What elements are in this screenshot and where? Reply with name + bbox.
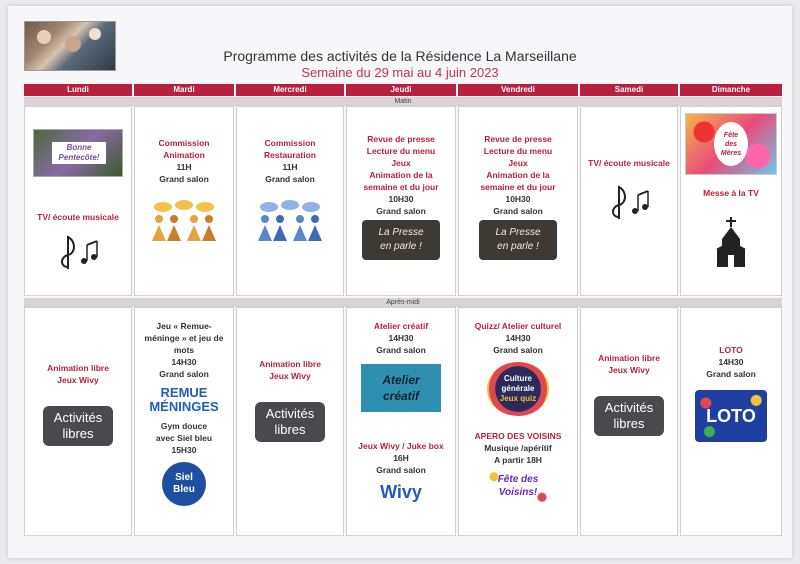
remue-meninge-1: Jeu « Remue- bbox=[156, 321, 212, 331]
jeux: Jeux bbox=[508, 158, 528, 168]
cell-morning-vendredi bbox=[458, 106, 578, 296]
badge-text-2: libres bbox=[274, 422, 306, 437]
a-partir: A partir 18H bbox=[494, 455, 542, 465]
badge-text-1: Activités bbox=[265, 406, 315, 421]
place: Grand salon bbox=[376, 206, 426, 216]
press-image-text-1: La Presse bbox=[378, 227, 424, 238]
loto-label: LOTO bbox=[719, 345, 743, 355]
day-header-mercredi: Mercredi bbox=[236, 84, 344, 96]
time: 11H bbox=[282, 162, 298, 172]
mothers-day-text-3: Mères bbox=[720, 150, 742, 157]
remue-meninge-3: mots bbox=[173, 345, 195, 355]
time: 10H30 bbox=[388, 194, 414, 204]
cell-morning-lundi bbox=[24, 106, 132, 296]
place: Grand salon bbox=[159, 369, 209, 379]
quiz-img-text-1: Culture bbox=[504, 374, 532, 383]
siel-bleu-logo bbox=[162, 462, 206, 506]
activites-libres-badge bbox=[43, 406, 113, 446]
voisins-img-text-2: Voisins! bbox=[498, 487, 538, 498]
place: Grand salon bbox=[159, 174, 209, 184]
activites-libres-badge bbox=[255, 402, 325, 442]
time: 14H30 bbox=[505, 333, 531, 343]
animation-libre: Animation libre bbox=[259, 359, 321, 369]
band-afternoon: Après-midi bbox=[24, 298, 782, 307]
badge-text-1: Activités bbox=[53, 410, 103, 425]
cell-morning-samedi bbox=[580, 106, 678, 296]
mothers-day-image bbox=[685, 113, 777, 175]
badge-text-2: libres bbox=[62, 426, 94, 441]
time: 14H30 bbox=[718, 357, 744, 367]
time2: 15H30 bbox=[171, 445, 197, 455]
logo-text-2: MÉNINGES bbox=[149, 399, 219, 414]
loto-image: LOTO bbox=[695, 390, 767, 442]
day-header-dimanche: Dimanche bbox=[680, 84, 782, 96]
day-header-vendredi: Vendredi bbox=[458, 84, 578, 96]
place2: Grand salon bbox=[376, 465, 426, 475]
lecture-menu: Lecture du menu bbox=[483, 146, 553, 156]
messe-tv-label: Messe à la TV bbox=[703, 188, 759, 198]
fete-voisins-image bbox=[488, 470, 548, 504]
meeting-people-icon bbox=[149, 199, 219, 243]
pentecost-text-2: Pentecôte! bbox=[58, 153, 100, 162]
activites-libres-badge bbox=[594, 396, 664, 436]
band-morning: Matin bbox=[24, 97, 782, 106]
place: Grand salon bbox=[376, 345, 426, 355]
day-header-jeudi: Jeudi bbox=[346, 84, 456, 96]
time: 10H30 bbox=[505, 194, 531, 204]
wivy-logo: Wivy bbox=[380, 482, 422, 502]
schedule-sheet bbox=[8, 6, 792, 558]
badge-text-2: libres bbox=[613, 416, 645, 431]
press-image-text-2: en parle ! bbox=[497, 241, 539, 252]
press-image-text-2: en parle ! bbox=[380, 241, 422, 252]
page-title: Programme des activités de la Résidence La Marseillane bbox=[223, 48, 577, 64]
tv-music-label: TV/ écoute musicale bbox=[37, 212, 119, 222]
quiz-img-text-2: générale bbox=[501, 384, 535, 393]
remue-meninges-logo bbox=[135, 386, 233, 414]
jeux: Jeux bbox=[391, 158, 411, 168]
commission-restauration-2: Restauration bbox=[264, 150, 316, 160]
lecture-menu: Lecture du menu bbox=[366, 146, 436, 156]
commission-restauration-1: Commission bbox=[264, 138, 316, 148]
voisins-img-text-1: Fête des bbox=[497, 474, 539, 485]
place: Grand salon bbox=[706, 369, 756, 379]
time: 11H bbox=[176, 162, 192, 172]
animation-semaine-1: Animation de la bbox=[486, 170, 550, 180]
place: Grand salon bbox=[493, 206, 543, 216]
page-subtitle: Semaine du 29 mai au 4 juin 2023 bbox=[301, 65, 499, 80]
time: 14H30 bbox=[171, 357, 197, 367]
jeux-wivy: Jeux Wivy bbox=[608, 365, 650, 375]
gym-douce: Gym douce bbox=[160, 421, 208, 431]
animation-semaine-2: semaine et du jour bbox=[363, 182, 439, 192]
revue-presse: Revue de presse bbox=[484, 134, 552, 144]
revue-presse: Revue de presse bbox=[367, 134, 435, 144]
music-notes-icon bbox=[54, 233, 102, 273]
atelier-img-text-1: Atelier bbox=[382, 373, 420, 387]
time2: 16H bbox=[393, 453, 409, 463]
cell-afternoon-lundi bbox=[24, 307, 132, 536]
cell-afternoon-dimanche bbox=[680, 307, 782, 536]
culture-quiz-image bbox=[487, 362, 549, 416]
mothers-day-text-2: des bbox=[724, 141, 738, 148]
badge-text-1: Activités bbox=[604, 400, 654, 415]
meeting-people-icon bbox=[255, 199, 325, 243]
church-icon bbox=[714, 217, 748, 269]
day-header-lundi: Lundi bbox=[24, 84, 132, 96]
music-notes-icon bbox=[605, 183, 653, 223]
time: 14H30 bbox=[388, 333, 414, 343]
siel-bleu-label: avec Siel bleu bbox=[155, 433, 213, 443]
jeux-wivy-juke: Jeux Wivy / Juke box bbox=[358, 441, 444, 451]
cell-morning-mercredi bbox=[236, 106, 344, 296]
animation-semaine-2: semaine et du jour bbox=[480, 182, 556, 192]
siel-text-2: Bleu bbox=[173, 484, 195, 495]
schedule-grid bbox=[24, 84, 782, 536]
cell-morning-mardi bbox=[134, 106, 234, 296]
animation-libre: Animation libre bbox=[47, 363, 109, 373]
mothers-day-text-1: Fête bbox=[723, 132, 739, 139]
pentecost-image bbox=[33, 129, 123, 177]
siel-text-1: Siel bbox=[175, 472, 193, 483]
animation-libre: Animation libre bbox=[598, 353, 660, 363]
atelier-creatif-image bbox=[361, 364, 441, 412]
cell-afternoon-vendredi bbox=[458, 307, 578, 536]
animation-semaine-1: Animation de la bbox=[369, 170, 433, 180]
remue-meninge-2: méninge » et jeu de bbox=[144, 333, 224, 343]
jeux-wivy: Jeux Wivy bbox=[269, 371, 311, 381]
atelier-creatif: Atelier créatif bbox=[373, 321, 429, 331]
cell-afternoon-samedi bbox=[580, 307, 678, 536]
cell-afternoon-mercredi bbox=[236, 307, 344, 536]
place: Grand salon bbox=[265, 174, 315, 184]
atelier-img-text-2: créatif bbox=[382, 389, 420, 403]
musique-aperitif: Musique /apéritif bbox=[484, 443, 552, 453]
day-header-samedi: Samedi bbox=[580, 84, 678, 96]
commission-animation-2: Animation bbox=[163, 150, 205, 160]
commission-animation-1: Commission bbox=[158, 138, 210, 148]
press-image-text-1: La Presse bbox=[495, 227, 541, 238]
quizz-atelier: Quizz/ Atelier culturel bbox=[474, 321, 562, 331]
cell-morning-jeudi bbox=[346, 106, 456, 296]
press-image bbox=[479, 220, 557, 260]
place: Grand salon bbox=[493, 345, 543, 355]
cell-morning-dimanche bbox=[680, 106, 782, 296]
press-image bbox=[362, 220, 440, 260]
logo-text-1: REMUE bbox=[160, 385, 208, 400]
cell-afternoon-mardi bbox=[134, 307, 234, 536]
tv-music-label: TV/ écoute musicale bbox=[588, 158, 670, 168]
cell-afternoon-jeudi bbox=[346, 307, 456, 536]
day-header-mardi: Mardi bbox=[134, 84, 234, 96]
quiz-img-text-3: Jeux quiz bbox=[499, 394, 537, 403]
apero-voisins: APERO DES VOISINS bbox=[474, 431, 562, 441]
jeux-wivy: Jeux Wivy bbox=[57, 375, 99, 385]
pentecost-text-1: Bonne bbox=[66, 143, 92, 152]
